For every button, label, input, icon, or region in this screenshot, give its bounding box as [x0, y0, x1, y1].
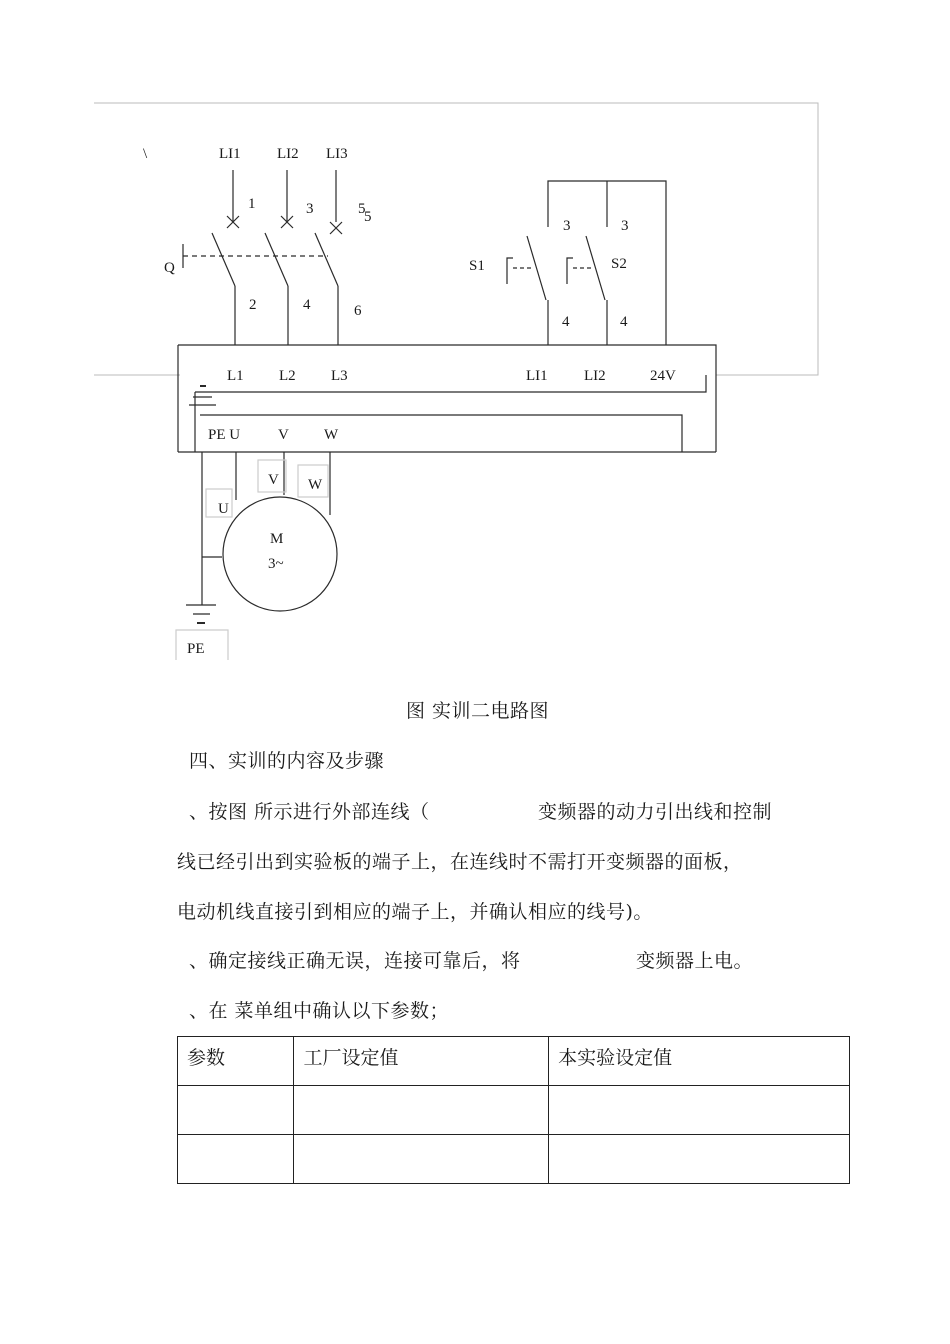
step3: 、在 菜单组中确认以下参数；: [189, 1000, 450, 1022]
switch-bottom-number-2: 4: [303, 297, 311, 313]
s1-top-number: 3: [563, 218, 571, 234]
step1-line3: 电动机线直接引到相应的端子上，并确认相应的线号)。: [177, 901, 653, 923]
header-factory-value: 工厂设定值: [294, 1037, 549, 1086]
terminal-v: V: [278, 427, 289, 443]
terminal-w: W: [324, 427, 339, 443]
terminal-pe-u: PE U: [208, 427, 241, 443]
step2-b: 变频器上电。: [636, 950, 754, 972]
motor-phase-w: W: [308, 477, 323, 493]
switch-bottom-number-3: 6: [354, 303, 362, 319]
header-parameter: 参数: [178, 1037, 294, 1086]
step1-line2: 线已经引出到实验板的端子上，在连线时不需打开变频器的面板，: [177, 851, 743, 873]
switch-top-number-1: 1: [248, 196, 256, 212]
switch-bottom-number-1: 2: [249, 297, 257, 313]
figure-caption: 图 实训二电路图: [406, 700, 550, 722]
step1-line1-a: 、按图 所示进行外部连线（: [189, 801, 430, 823]
table-header-row: [178, 1037, 850, 1086]
table-cell: [294, 1135, 549, 1184]
motor-phase-v: V: [268, 472, 279, 488]
table-cell: [549, 1135, 850, 1184]
supply-label-2: LI2: [277, 146, 299, 162]
switch-top-number-3: 5: [358, 201, 366, 217]
s2-top-number: 3: [621, 218, 629, 234]
s1-bottom-number: 4: [562, 314, 570, 330]
backslash-mark: \: [143, 146, 148, 162]
step2-a: 、确定接线正确无误，连接可靠后，将: [189, 950, 521, 972]
table-cell: [178, 1135, 294, 1184]
s2-bottom-number: 4: [620, 314, 628, 330]
section-title: 四、实训的内容及步骤: [189, 750, 385, 772]
switch-top-number-2: 3: [306, 201, 314, 217]
table-cell: [294, 1086, 549, 1135]
s2-label: S2: [611, 256, 627, 272]
s1-label: S1: [469, 258, 485, 274]
motor-label: M: [270, 531, 284, 547]
terminal-l2: L2: [279, 368, 296, 384]
table-cell: [178, 1086, 294, 1135]
header-experiment-value: 本实验设定值: [549, 1037, 850, 1086]
switch-extra-number: 5: [364, 209, 372, 225]
terminal-li2: LI2: [584, 368, 606, 384]
breaker-label: Q: [164, 260, 175, 276]
parameter-table: [177, 1036, 850, 1184]
table-row: [178, 1086, 850, 1135]
terminal-li1: LI1: [526, 368, 548, 384]
supply-label-3: LI3: [326, 146, 348, 162]
step1-line1-b: 变频器的动力引出线和控制: [538, 801, 773, 823]
table-row: [178, 1135, 850, 1184]
ground-label: PE: [187, 641, 205, 657]
supply-label-1: LI1: [219, 146, 241, 162]
motor-phase-u: U: [218, 501, 229, 517]
motor-type: 3~: [268, 556, 284, 572]
terminal-24v: 24V: [650, 368, 676, 384]
table-cell: [549, 1086, 850, 1135]
terminal-l1: L1: [227, 368, 244, 384]
terminal-l3: L3: [331, 368, 348, 384]
